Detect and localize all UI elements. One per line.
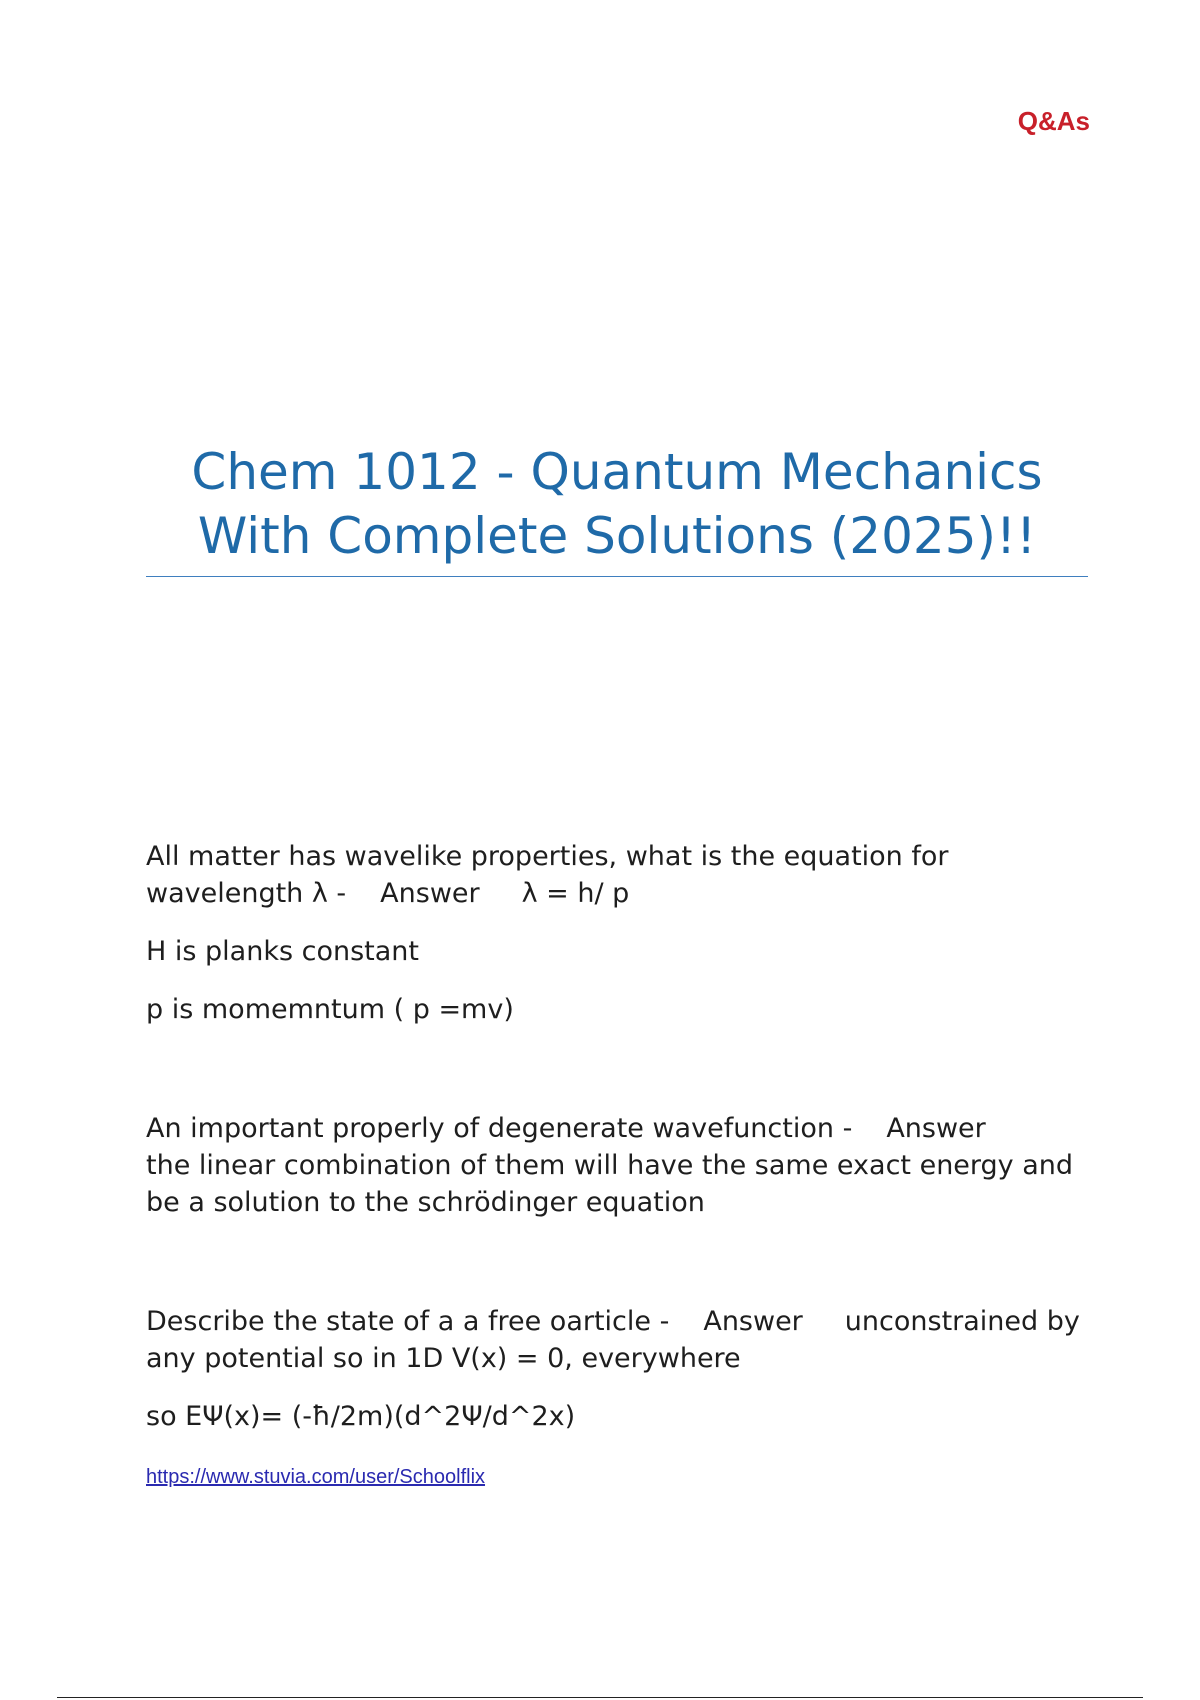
qa-answer: unconstrained by any potential so in 1D V(x) = 0, everywhere bbox=[146, 1306, 1080, 1374]
qa-note: p is momemntum ( p =mv) bbox=[146, 994, 514, 1025]
qa-item-2 bbox=[146, 1110, 1086, 1221]
qa-item-3 bbox=[146, 1303, 1086, 1435]
qa-answer-label: Answer bbox=[703, 1306, 803, 1337]
title-line-2: With Complete Solutions (2025)!! bbox=[197, 507, 1037, 565]
qa-note: so EΨ(x)= (-ħ/2m)(d^2Ψ/d^2x) bbox=[146, 1401, 576, 1432]
title-line-1: Chem 1012 - Quantum Mechanics bbox=[191, 443, 1043, 501]
qa-item-1 bbox=[146, 838, 1086, 1028]
qas-label: Q&As bbox=[1017, 106, 1090, 136]
qa-answer-label: Answer bbox=[380, 878, 480, 909]
qa-answer: the linear combination of them will have the same exact energy and be a solution to the schrödinger equation bbox=[146, 1150, 1074, 1218]
footer-divider bbox=[57, 1697, 1143, 1698]
qa-answer: λ = h/ p bbox=[521, 878, 630, 909]
document-title bbox=[146, 440, 1088, 577]
qa-content bbox=[146, 838, 1086, 1496]
qa-question: All matter has wavelike properties, what is the equation for wavelength λ - bbox=[146, 841, 949, 909]
qa-note: H is planks constant bbox=[146, 936, 419, 967]
stuvia-link[interactable]: https://www.stuvia.com/user/Schoolflix bbox=[146, 1466, 486, 1488]
qa-question: Describe the state of a a free oarticle - bbox=[146, 1306, 670, 1337]
qa-answer-label: Answer bbox=[886, 1113, 986, 1144]
qa-question: An important properly of degenerate wavefunction - bbox=[146, 1113, 853, 1144]
